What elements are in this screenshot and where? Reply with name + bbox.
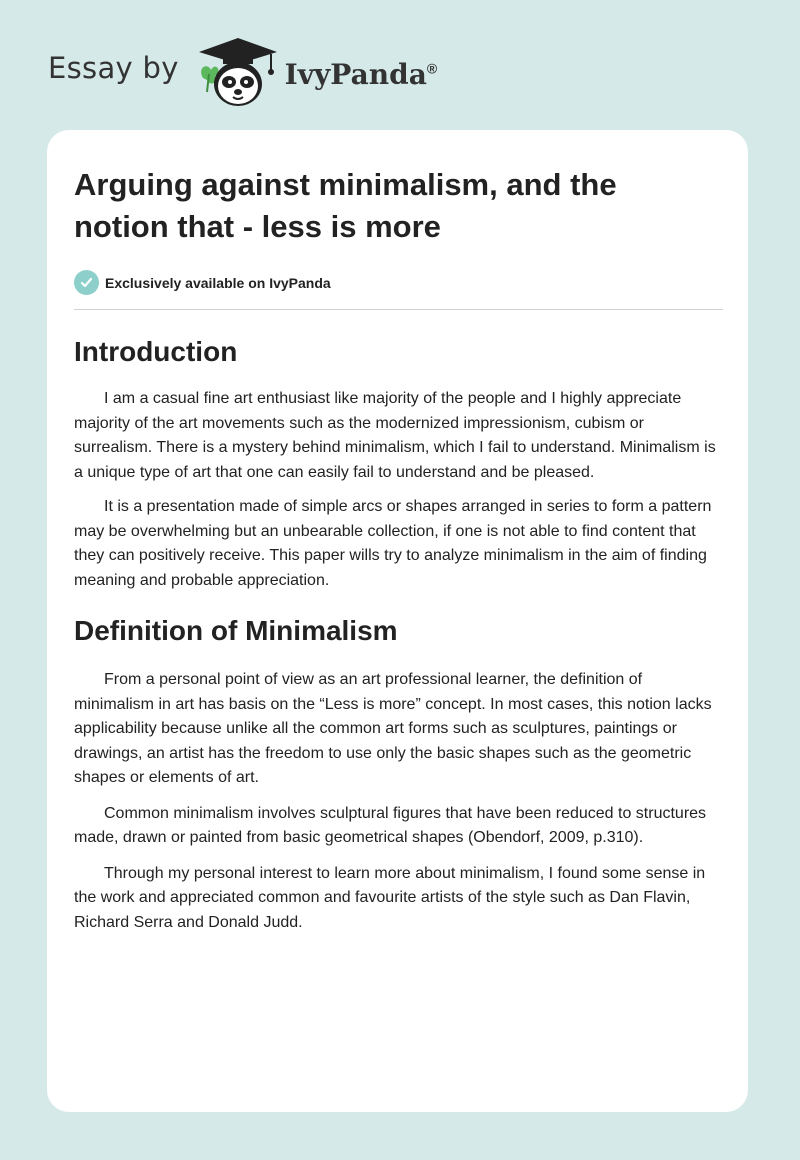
essay-card xyxy=(47,130,748,1112)
check-circle-icon xyxy=(74,270,99,295)
brand-header[interactable] xyxy=(48,34,437,110)
panda-graduate-icon xyxy=(193,34,283,110)
paragraph: From a personal point of view as an art professional learner, the definition of minimalism in art has basis on the “Less is more” concept. In most cases, this notion lacks applicability because unlike all the common art forms such as sculptures, paintings or drawings, an artist has the freedom to use only the basic shapes such as the geometric shapes or elements of art. xyxy=(74,671,712,786)
paragraph: It is a presentation made of simple arcs or shapes arranged in series to form a pattern may be overwhelming but an unbearable collection, if one is not able to find content that they can positively receive. This paper wills try to analyze minimalism in the aim of finding meaning and probable appreciation. xyxy=(74,498,712,589)
essay-title: Arguing against minimalism, and the notion that - less is more xyxy=(74,167,617,244)
exclusive-badge xyxy=(74,269,722,296)
section-heading-definition: Definition of Minimalism xyxy=(74,615,398,646)
divider xyxy=(74,309,723,310)
paragraph: Through my personal interest to learn more about minimalism, I found some sense in the work and appreciated common and favourite artists of the style such as Dan Flavin, Richard Serra and Donald Judd. xyxy=(74,864,706,931)
section-heading-introduction: Introduction xyxy=(74,336,238,367)
brand-prefix: Essay by xyxy=(48,51,179,85)
paragraph: Common minimalism involves sculptural figures that have been reduced to structures made, drawn or painted from basic geometrical shapes (Obendorf, 2009, p.310). xyxy=(74,804,707,846)
brand-name: IvyPanda® xyxy=(284,57,438,91)
paragraph: I am a casual fine art enthusiast like majority of the people and I highly appreciate majority of the art movements such as the modernized impressionism, cubism or surrealism. There is a mystery behind minimalism, which I fail to understand. Minimalism is a unique type of art that one can easily fail to understand and be pleased. xyxy=(74,390,716,481)
exclusive-label: Exclusively available on IvyPanda xyxy=(105,274,331,291)
